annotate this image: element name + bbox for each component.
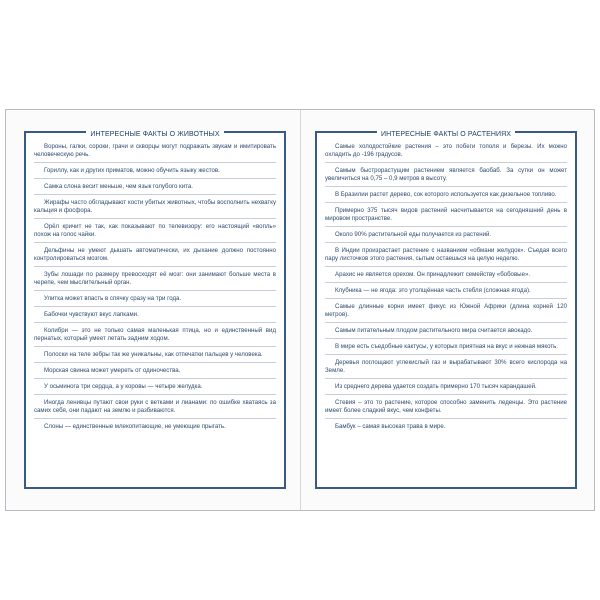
fact-item: Дельфины не умеют дышать автоматически, их дыхание должно постоянно контролироваться мозгом. [34,247,276,267]
fact-item: Слоны — единственные млекопитающие, не умеющие прыгать. [44,423,226,430]
fact-item: Самка слона весит меньше, чем язык голубого кита. [34,183,276,195]
fact-item: Самым быстрорастущим растением является баобаб. За сутки он может увеличиться на 0,75 – 0,9 метров в высоту. [325,167,567,187]
fact-item: Примерно 375 тысяч видов растений насчитывается на сегодняшний день в мировом пространстве. [325,207,567,227]
fact-item: Бабочки чувствуют вкус лапками. [34,311,276,323]
fact-item: Самые длинные корни имеет фикус из Южной Африки (длина корней 120 метров). [325,303,567,323]
fact-item: Жирафы часто обгладывают кости убитых животных, чтобы восполнить нехватку кальция и фосфора. [34,199,276,219]
fact-item: У осьминога три сердца, а у коровы — четыре желудка. [34,383,276,395]
fact-item: Клубника — не ягода: это утолщённая часть стебля (сложная ягода). [325,287,567,299]
fact-item: Орёл кричит не так, как показывают по телевизору: его настоящий «вопль» похож на голос чайки. [34,223,276,243]
fact-item: Деревья поглощают углекислый газ и вырабатывают 30% всего кислорода на Земле. [325,359,567,379]
animal-facts-title: ИНТЕРЕСНЫЕ ФАКТЫ О ЖИВОТНЫХ [86,131,223,138]
page-fold [300,110,301,510]
fact-item: Морская свинка может умереть от одиночества. [34,367,276,379]
fact-item: Около 90% растительной еды получается из растений. [325,231,567,243]
fact-item: Зубы лошади по размеру превосходят её мозг: они занимают больше места в черепе, чем мыслительный орган. [34,271,276,291]
animal-facts-panel [24,131,286,489]
fact-item: Вороны, галки, сороки, грачи и скворцы могут подражать звукам и имитировать человеческую речь. [34,143,276,163]
fact-item: Полоски на теле зебры так же уникальны, как отпечатки пальцев у человека. [34,351,276,363]
fact-item: Улитка может впасть в спячку сразу на три года. [34,295,276,307]
fact-item: Гориллу, как и других приматов, можно обучить языку жестов. [34,167,276,179]
fact-item: Из среднего дерева удается создать примерно 170 тысяч карандашей. [325,383,567,395]
fact-item: В мире есть съедобные кактусы, у которых приятная на вкус и нежная мякоть. [325,343,567,355]
fact-item: В Бразилии растет дерево, сок которого используется как дизельное топливо. [325,191,567,203]
animal-facts-list [34,143,276,438]
fact-item: Стевия – это то растение, которое способно заменить леденцы. Это растение имеет более сладкий вкус, чем конфеты. [325,399,567,419]
fact-item: Арахис не является орехом. Он принадлежит семейству «бобовые». [325,271,567,283]
fact-item: В Индии произрастает растение с названием «обмани желудок». Съедая всего пару листочков этого растения, сытым остаешься на целую неделю. [325,247,567,267]
fact-item: Самым питательным плодом растительного мира считается авокадо. [325,327,567,339]
plant-facts-panel [315,131,577,489]
fact-item: Колибри — это не только самая маленькая птица, но и единственный вид пернатых, который умеет летать задним ходом. [34,327,276,347]
fact-item: Бамбук – самая высокая трава в мире. [335,423,446,430]
fact-item: Самые холодостойкие растения – это побеги тополя и березы. Их можно охладить до -196 градусов. [325,143,567,163]
plant-facts-list [325,143,567,438]
open-notebook-spread [5,109,595,511]
fact-item: Иногда ленивцы путают свои руки с ветками и лианами: по ошибке хватаясь за самих себя, они падают на землю и разбиваются. [34,399,276,419]
plant-facts-title: ИНТЕРЕСНЫЕ ФАКТЫ О РАСТЕНИЯХ [377,131,515,138]
